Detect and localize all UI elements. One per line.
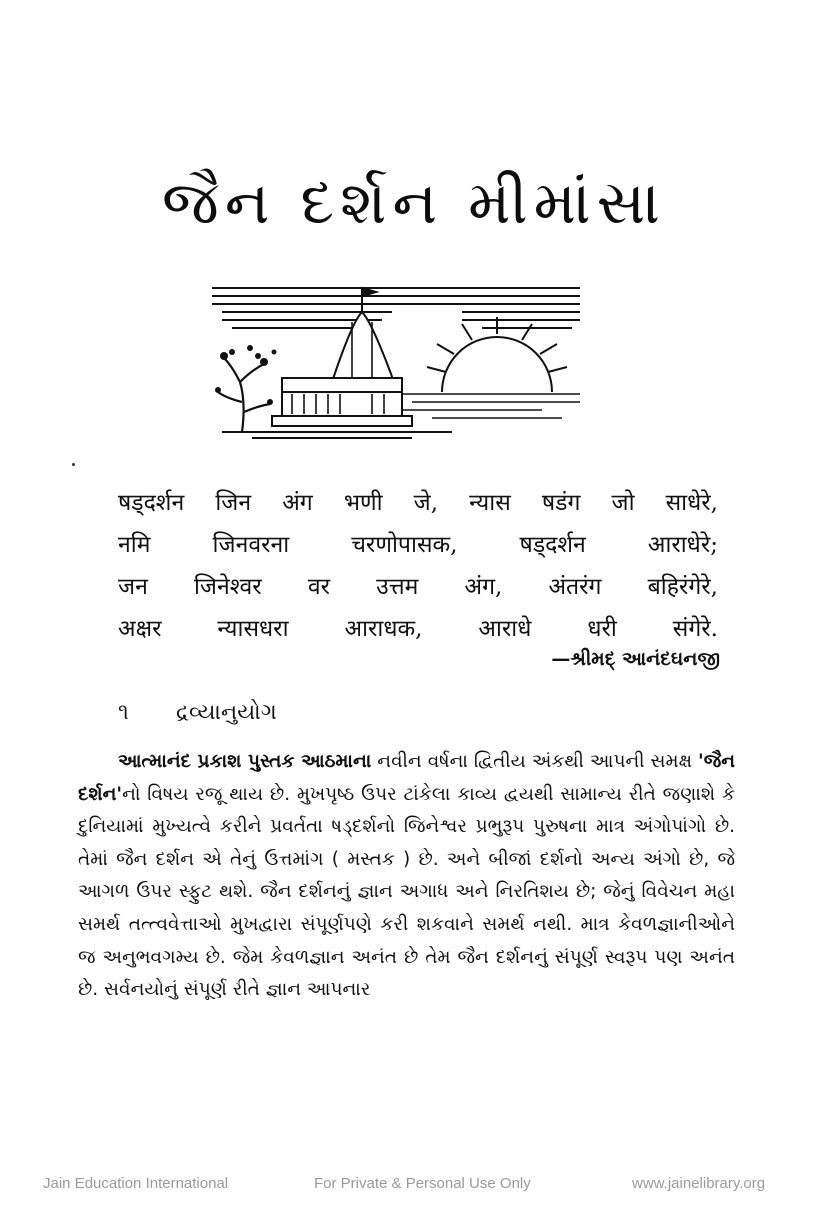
verse-block — [118, 482, 718, 650]
verse-line: अक्षर न्यासधरा आराधक, आराधे धरी संगेरे. — [118, 616, 718, 642]
footer-left: Jain Education International — [43, 1175, 229, 1192]
footer-center: For Private & Personal Use Only — [314, 1175, 531, 1192]
verse-line: षड्दर्शन जिन अंग भणी जे, न्यास षडंग जो साधेरे, — [118, 490, 718, 516]
quote-bold-text: 'જૈન દર્શન' — [78, 751, 735, 805]
section-title: દ્રવ્યાનુયોગ — [176, 700, 277, 725]
page-title: જૈન દર્શન મીમાંસા — [162, 168, 666, 238]
section-number: ૧ — [118, 700, 129, 725]
body-paragraph — [78, 746, 735, 1007]
section-heading — [118, 700, 277, 725]
verse-attribution: —શ્રીમદ્ આનંદઘનજી — [551, 648, 720, 670]
lead-bold-text: આત્માનંદ પ્રકાશ પુસ્તક આઠમાના — [118, 751, 372, 772]
verse-line: जन जिनेश्वर वर उत्तम अंग, अंतरंग बहिरंगेरे, — [118, 574, 718, 600]
verse-line: नमि जिनवरना चरणोपासक, षड्दर्शन आराधेरे; — [118, 532, 718, 558]
footer-right: www.jainelibrary.org — [632, 1175, 766, 1192]
temple-sunrise-illustration — [212, 282, 580, 440]
body-text: નો વિષય રજૂ થાય છે. મુખપૃષ્ઠ ઉપર ટાંકેલા કાવ્ય દ્વયથી સામાન્ય રીતે જણાશે કે દુનિયામાં મુખ્યત્વે કરીને પ્રવર્તતા ષડ્દર્શનો જિનેશ્વર પ્રભુરૂપ પુરુષના માત્ર અંગોપાંગો છે. તેમાં જૈન દર્શન એ તેનું ઉત્તમાંગ ( મસ્તક ) છે. અને બીજાં દર્શનો અન્ય અંગો છે, જે આગળ ઉપર સ્ફુટ થશે. જૈન દર્શનનું જ્ઞાન અગાધ અને નિરતિશય છે; જેનું વિવેચન મહા સમર્થ તત્ત્વવેત્તાઓ મુખદ્વારા સંપૂર્ણપણે કરી શકવાને સમર્થ નથી. માત્ર કેવળજ્ઞાનીઓને જ અનુભવગમ્ય છે. જેમ કેવળજ્ઞાન અનંત છે તેમ જૈન દર્શનનું સંપૂર્ણ સ્વરૂપ પણ અનંત છે. સર્વનયોનું સંપૂર્ણ રીતે જ્ઞાન આપનાર — [78, 783, 735, 1001]
stray-mark — [72, 463, 75, 466]
body-text: નવીન વર્ષના દ્વિતીય અંકથી આપની સમક્ષ — [371, 751, 699, 772]
